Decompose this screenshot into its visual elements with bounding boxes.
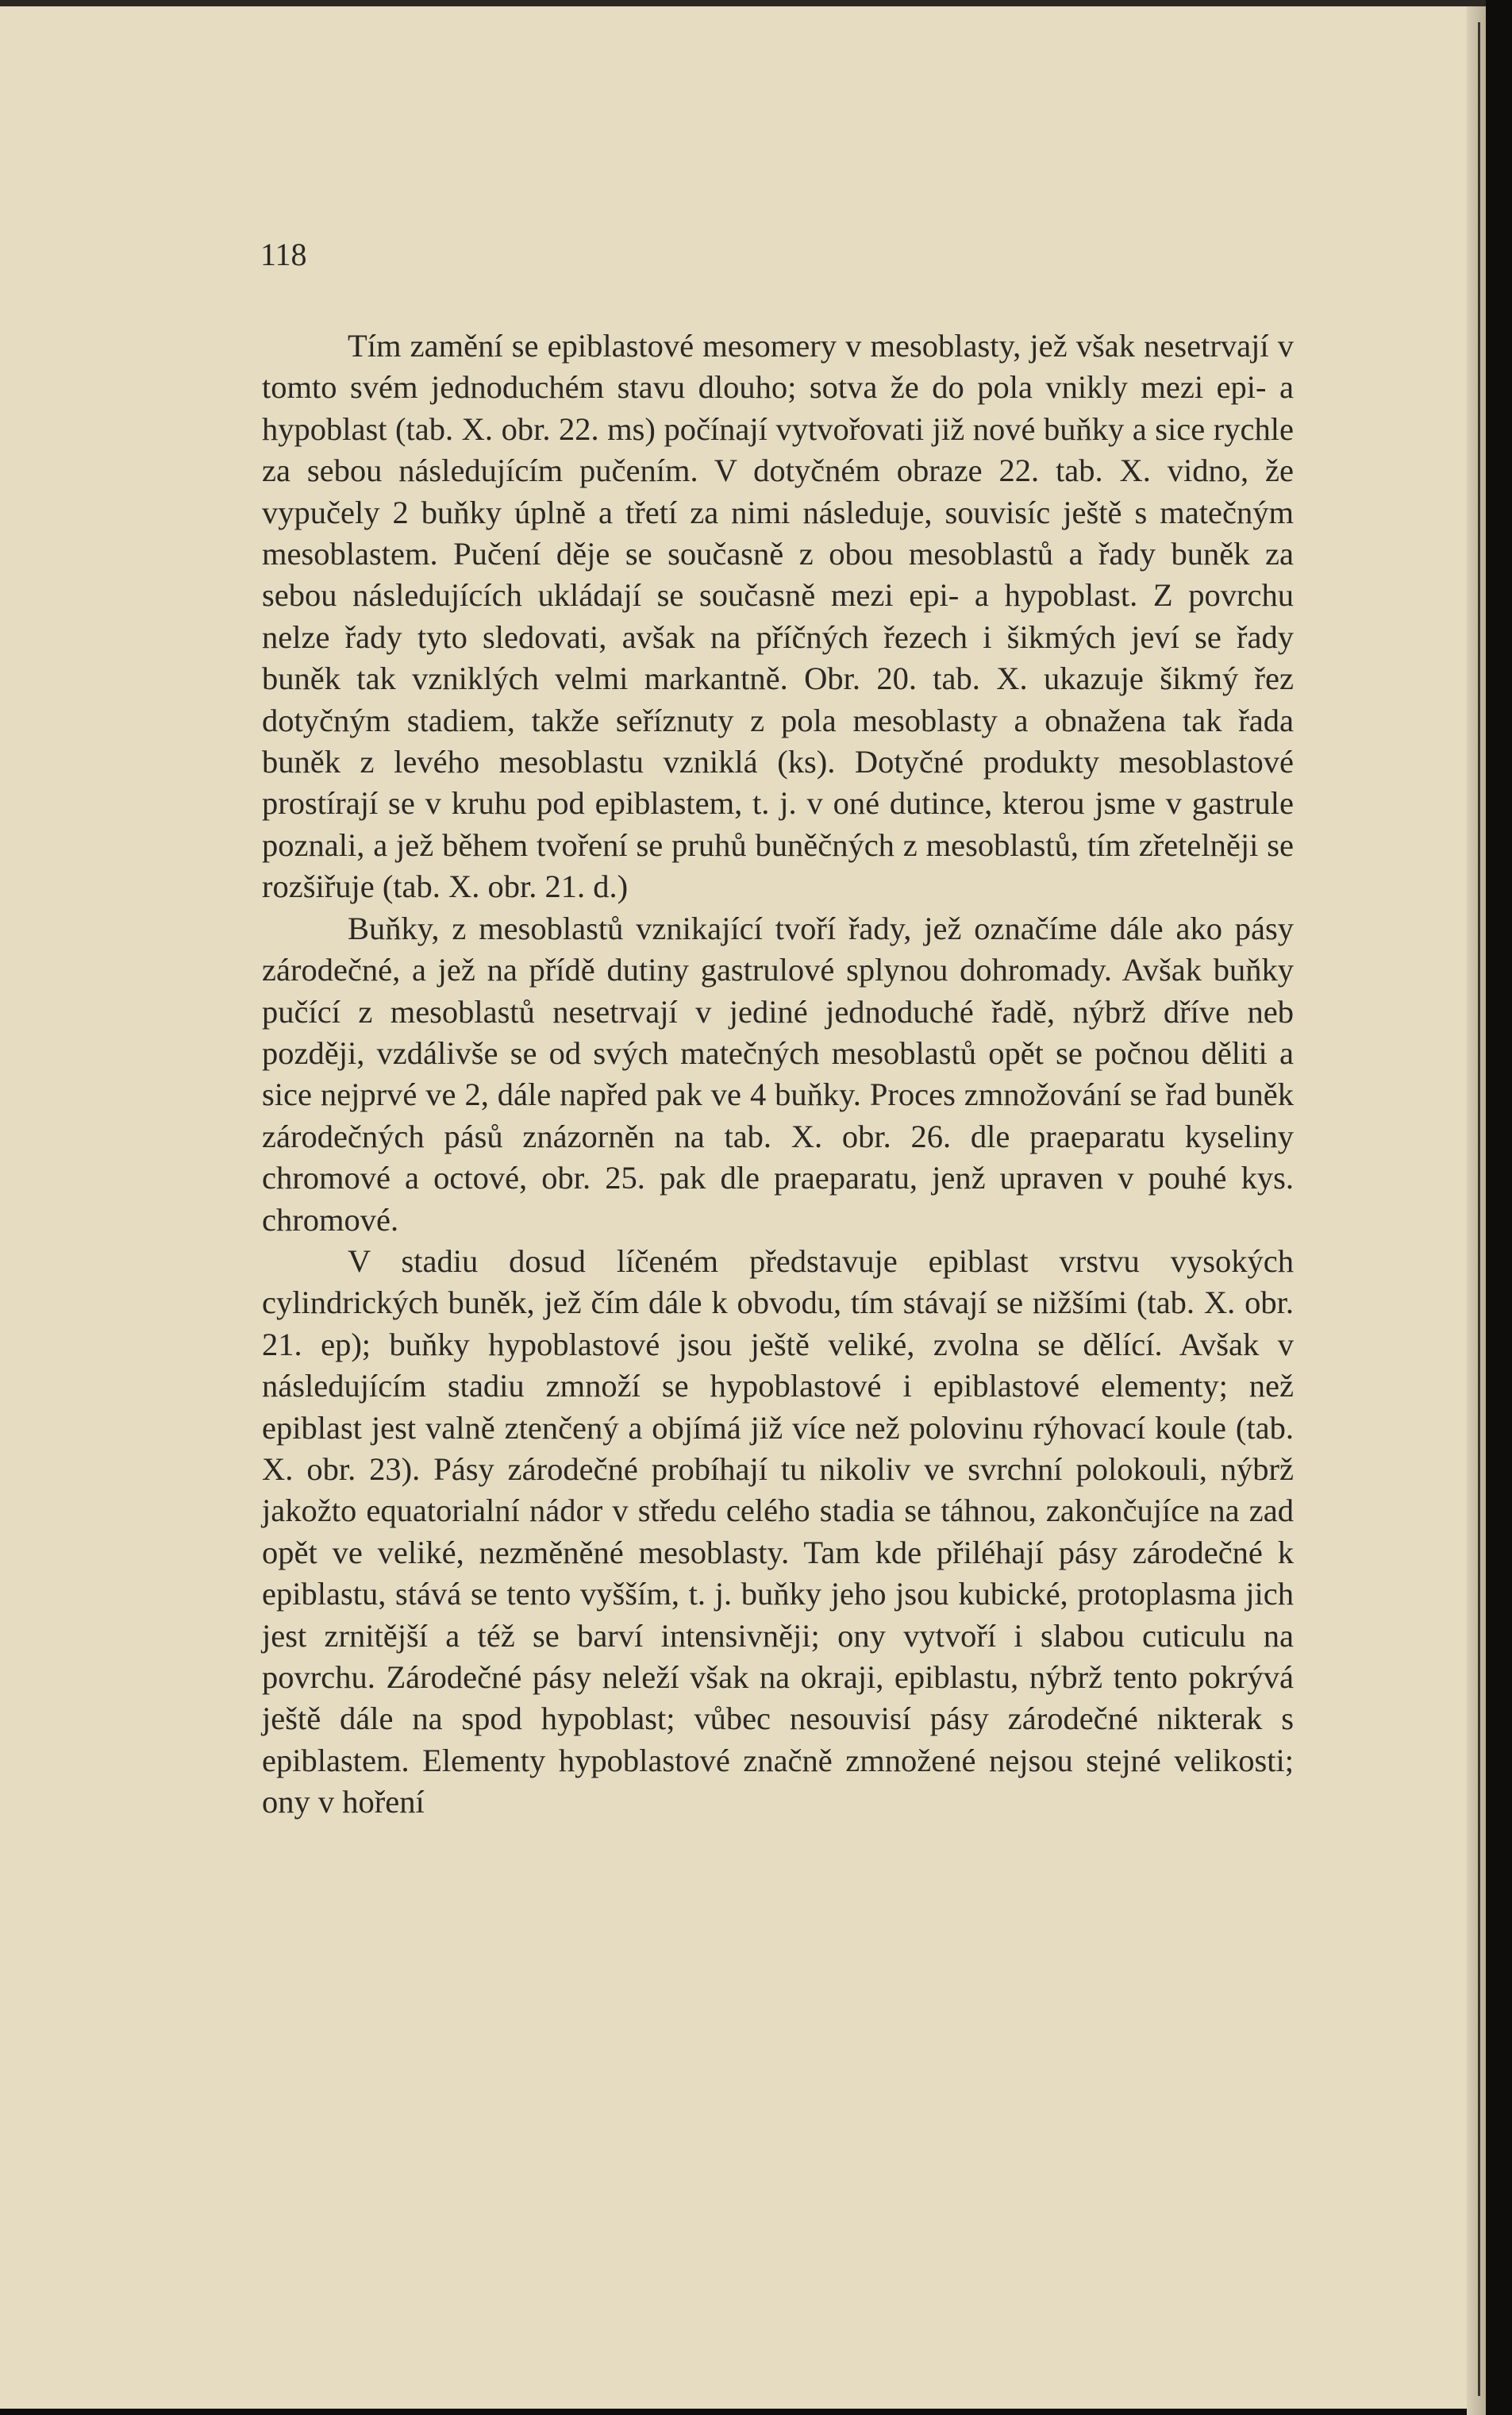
binding-edge <box>1478 22 1480 2396</box>
page-gutter <box>1467 6 1486 2415</box>
paragraph-3: V stadiu dosud líčeném představuje epiblast vrstvu vysokých cylindrických buněk, jež čím dále k obvodu, tím stávají se nižšími (tab. X. obr. 21. ep); buňky hypoblastové jsou ještě veliké, zvolna se dělící. Avšak v následujícím stadiu zmnoží se hypoblastové i epiblastové elementy; než epiblast jest valně ztenčený a objímá již více než polovinu rýhovací koule (tab. X. obr. 23). Pásy zárodečné probíhají tu nikoliv ve svrchní polokouli, nýbrž jakožto equatorialní nádor v středu celého stadia se táhnou, zakončujíce na zad opět ve veliké, nezměněné mesoblasty. Tam kde přiléhají pásy zárodečné k epiblastu, stává se tento vyšším, t. j. buňky jeho jsou kubické, protoplasma jich jest zrnitější a též se barví intensivněji; ony vytvoří i slabou cuticulu na povrchu. Zárodečné pásy neleží však na okraji, epiblastu, nýbrž tento pokrývá ještě dále na spod hypoblast; vůbec nesouvisí pásy zárodečné nikterak s epiblastem. Elementy hypoblastové značně zmnožené nejsou stejné velikosti; ony v hoření <box>262 1242 1294 1820</box>
paragraph-1: Tím zamění se epiblastové mesomery v mesoblasty, jež však nesetrvají v tomto svém jednoduchém stavu dlouho; sotva že do pola vnikly mezi epi- a hypoblast (tab. X. obr. 22. ms) počínají vytvořovati již nové buňky a sice rychle za sebou následujícím pučením. V dotyčném obraze 22. tab. X. vidno, že vypučely 2 buňky úplně a třetí za nimi následuje, souvisíc ještě s matečným mesoblastem. Pučení děje se současně z obou mesoblastů a řady buněk za sebou následujících ukládají se současně mezi epi- a hypoblast. Z povrchu nelze řady tyto sledovati, avšak na příčných řezech i šikmých jeví se řady buněk tak vzniklých velmi markantně. Obr. 20. tab. X. ukazuje šikmý řez dotyčným stadiem, takže seříznuty z pola mesoblasty a obnažena tak řada buněk z levého mesoblastu vzniklá (ks). Dotyčné produkty mesoblastové prostírají se v kruhu pod epiblastem, t. j. v oné dutince, kterou jsme v gastrule poznali, a jež během tvoření se pruhů buněčných z mesoblastů, tím zřetelněji se rozšiřuje (tab. X. obr. 21. d.) <box>262 328 1294 905</box>
page-number: 118 <box>260 237 307 272</box>
body-text <box>262 325 1294 1824</box>
paragraph-2: Buňky, z mesoblastů vznikající tvoří řady, jež označíme dále ako pásy zárodečné, a jež na přídě dutiny gastrulové splynou dohromady. Avšak buňky pučící z mesoblastů nesetrvají v jediné jednoduché řadě, nýbrž dříve neb později, vzdálivše se od svých matečných mesoblastů opět se počnou děliti a sice nejprvé ve 2, dále napřed pak ve 4 buňky. Proces zmnožování se řad buněk zárodečných pásů znázorněn na tab. X. obr. 26. dle praeparatu kyseliny chromové a octové, obr. 25. pak dle praeparatu, jenž upraven v pouhé kys. chromové. <box>262 910 1294 1238</box>
